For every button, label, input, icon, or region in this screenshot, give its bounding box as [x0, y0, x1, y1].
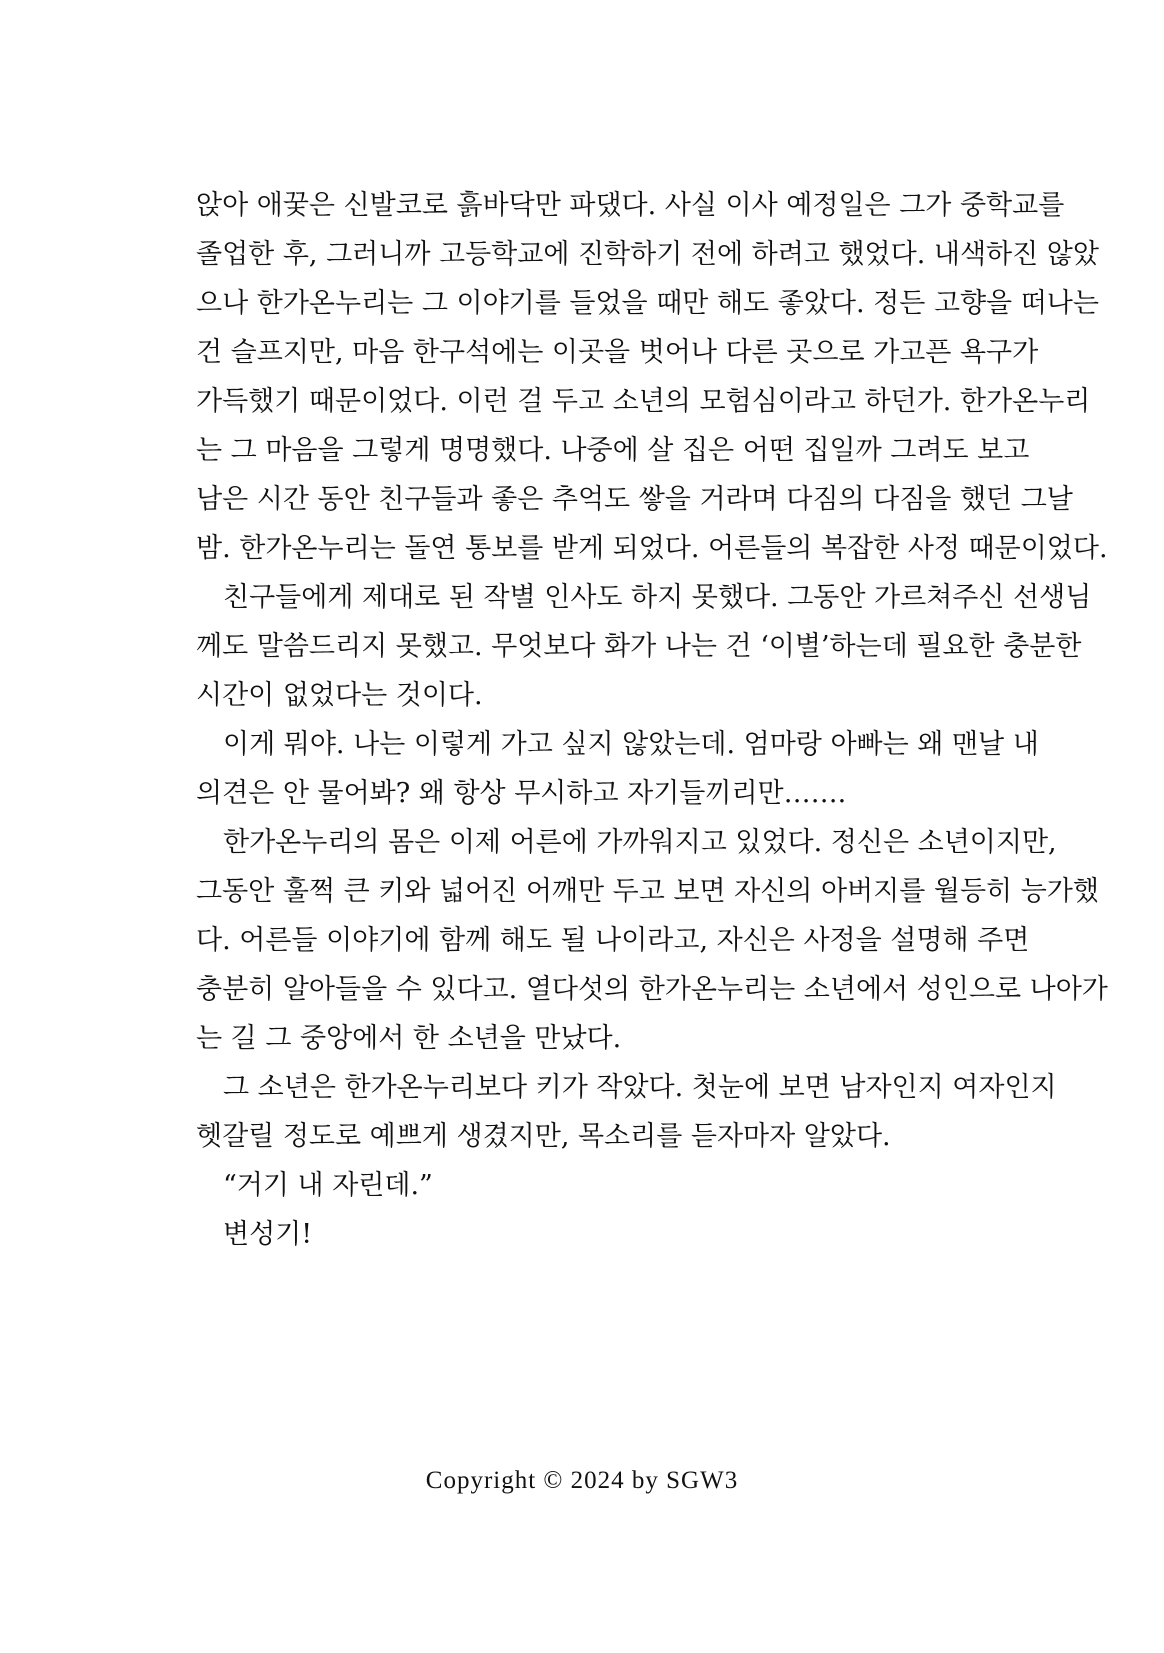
text-line: 밤. 한가온누리는 돌연 통보를 받게 되었다. 어른들의 복잡한 사정 때문이었다.: [196, 533, 1108, 564]
text-line: 시간이 없었다는 것이다.: [196, 680, 483, 711]
text-line: 충분히 알아들을 수 있다고. 열다섯의 한가온누리는 소년에서 성인으로 나아가: [196, 974, 1108, 1005]
text-line: 는 길 그 중앙에서 한 소년을 만났다.: [196, 1023, 622, 1054]
dialogue-line: “거기 내 자린데.”: [223, 1170, 433, 1201]
text-line: 다. 어른들 이야기에 함께 해도 될 나이라고, 자신은 사정을 설명해 주면: [196, 925, 1030, 956]
text-line: 의견은 안 물어봐? 왜 항상 무시하고 자기들끼리만…….: [196, 778, 847, 809]
text-line: 친구들에게 제대로 된 작별 인사도 하지 못했다. 그동안 가르쳐주신 선생님: [223, 582, 1092, 613]
text-line: 이게 뭐야. 나는 이렇게 가고 싶지 않았는데. 엄마랑 아빠는 왜 맨날 내: [223, 729, 1039, 760]
text-line: 변성기!: [223, 1219, 313, 1250]
text-line: 한가온누리의 몸은 이제 어른에 가까워지고 있었다. 정신은 소년이지만,: [223, 827, 1057, 858]
text-line: 는 그 마음을 그렇게 명명했다. 나중에 살 집은 어떤 집일까 그려도 보고: [196, 435, 1030, 466]
text-line: 그 소년은 한가온누리보다 키가 작았다. 첫눈에 보면 남자인지 여자인지: [223, 1072, 1057, 1103]
text-line: 건 슬프지만, 마음 한구석에는 이곳을 벗어나 다른 곳으로 가고픈 욕구가: [196, 337, 1039, 368]
text-line: 헷갈릴 정도로 예쁘게 생겼지만, 목소리를 듣자마자 알았다.: [196, 1121, 891, 1152]
text-line: 남은 시간 동안 친구들과 좋은 추억도 쌓을 거라며 다짐의 다짐을 했던 그날: [196, 484, 1073, 515]
text-line: 가득했기 때문이었다. 이런 걸 두고 소년의 모험심이라고 하던가. 한가온누리: [196, 386, 1091, 417]
text-line: 으나 한가온누리는 그 이야기를 들었을 때만 해도 좋았다. 정든 고향을 떠나는: [196, 288, 1099, 319]
text-line: 앉아 애꿎은 신발코로 흙바닥만 파댔다. 사실 이사 예정일은 그가 중학교를: [196, 190, 1065, 221]
body-text: [196, 183, 1108, 1261]
text-line: 졸업한 후, 그러니까 고등학교에 진학하기 전에 하려고 했었다. 내색하진 않았: [196, 239, 1099, 270]
text-line: 그동안 훌쩍 큰 키와 넓어진 어깨만 두고 보면 자신의 아버지를 월등히 능가했: [196, 876, 1099, 907]
text-line: 께도 말씀드리지 못했고. 무엇보다 화가 나는 건 ‘이별’하는데 필요한 충분한: [196, 631, 1082, 662]
copyright-footer: Copyright © 2024 by SGW3: [425, 1467, 739, 1494]
